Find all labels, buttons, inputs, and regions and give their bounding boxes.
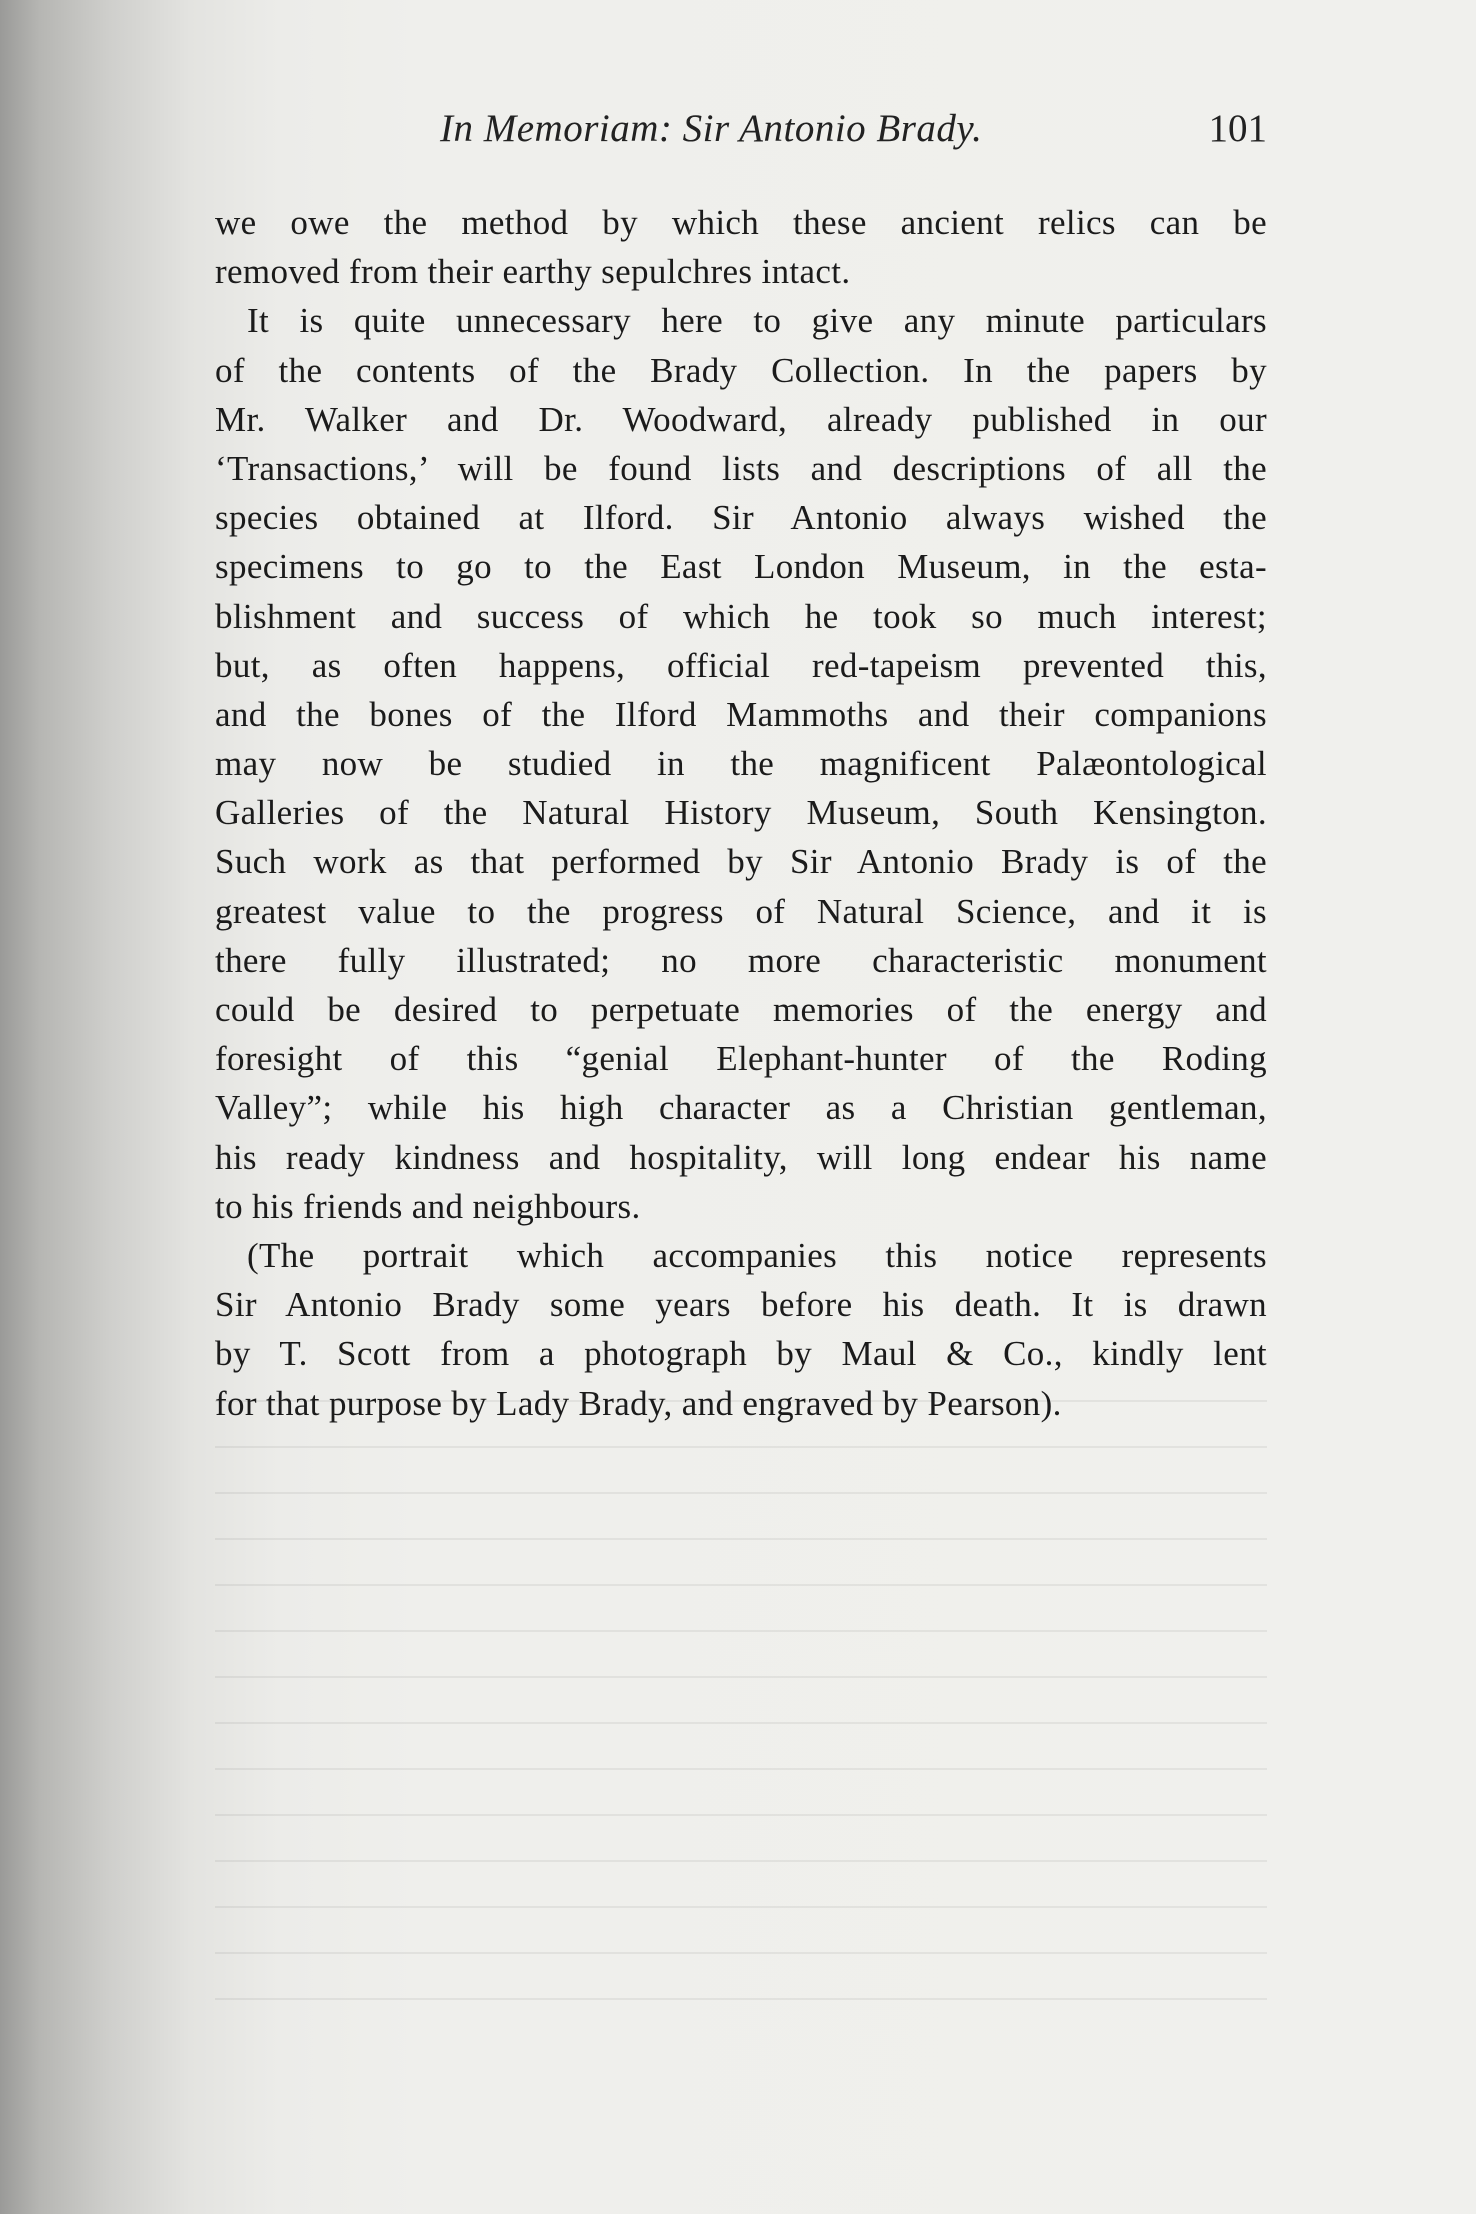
text-line: ‘Transactions,’ will be found lists and descriptions of all the (215, 448, 1267, 488)
text-line: species obtained at Ilford. Sir Antonio always wished the (215, 498, 1267, 538)
page-number: 101 (1208, 107, 1267, 150)
text-line: by T. Scott from a photograph by Maul & Co., kindly lent (215, 1334, 1267, 1374)
text-line: Such work as that performed by Sir Antonio Brady is of the (215, 842, 1267, 882)
text-line: could be desired to perpetuate memories of the energy and (215, 990, 1267, 1029)
text-line: may now be studied in the magnificent Palæontological (215, 744, 1267, 784)
text-line: we owe the method by which these ancient relics can be (215, 203, 1267, 242)
text-line: for that purpose by Lady Brady, and engraved by Pearson). (215, 1383, 1062, 1423)
text-line: removed from their earthy sepulchres intact. (215, 252, 851, 292)
body-text (215, 198, 1267, 1428)
reverse-side-show-through (215, 1400, 1267, 2040)
text-line: but, as often happens, official red-tapeism prevented this, (215, 645, 1267, 685)
text-line: blishment and success of which he took so much interest; (215, 596, 1267, 636)
text-line: Mr. Walker and Dr. Woodward, already published in our (215, 399, 1267, 439)
text-line: Sir Antonio Brady some years before his death. It is drawn (215, 1285, 1267, 1325)
text-line: of the contents of the Brady Collection. In the papers by (215, 350, 1267, 390)
text-line: specimens to go to the East London Museum, in the esta- (215, 547, 1267, 587)
text-line: his ready kindness and hospitality, will long endear his name (215, 1137, 1267, 1177)
text-line: It is quite unnecessary here to give any minute particulars (247, 301, 1267, 341)
running-title: In Memoriam: Sir Antonio Brady. (440, 107, 983, 150)
text-line: Valley”; while his high character as a Christian gentleman, (215, 1088, 1267, 1128)
text-line: (The portrait which accompanies this notice represents (247, 1235, 1267, 1275)
text-line: and the bones of the Ilford Mammoths and their companions (215, 694, 1267, 734)
text-line: foresight of this “genial Elephant-hunter of the Roding (215, 1039, 1267, 1079)
running-head (215, 106, 1267, 162)
text-line: Galleries of the Natural History Museum, South Kensington. (215, 793, 1267, 833)
text-line: greatest value to the progress of Natural Science, and it is (215, 891, 1267, 931)
text-line: there fully illustrated; no more characteristic monument (215, 940, 1267, 980)
text-line: to his friends and neighbours. (215, 1186, 641, 1226)
